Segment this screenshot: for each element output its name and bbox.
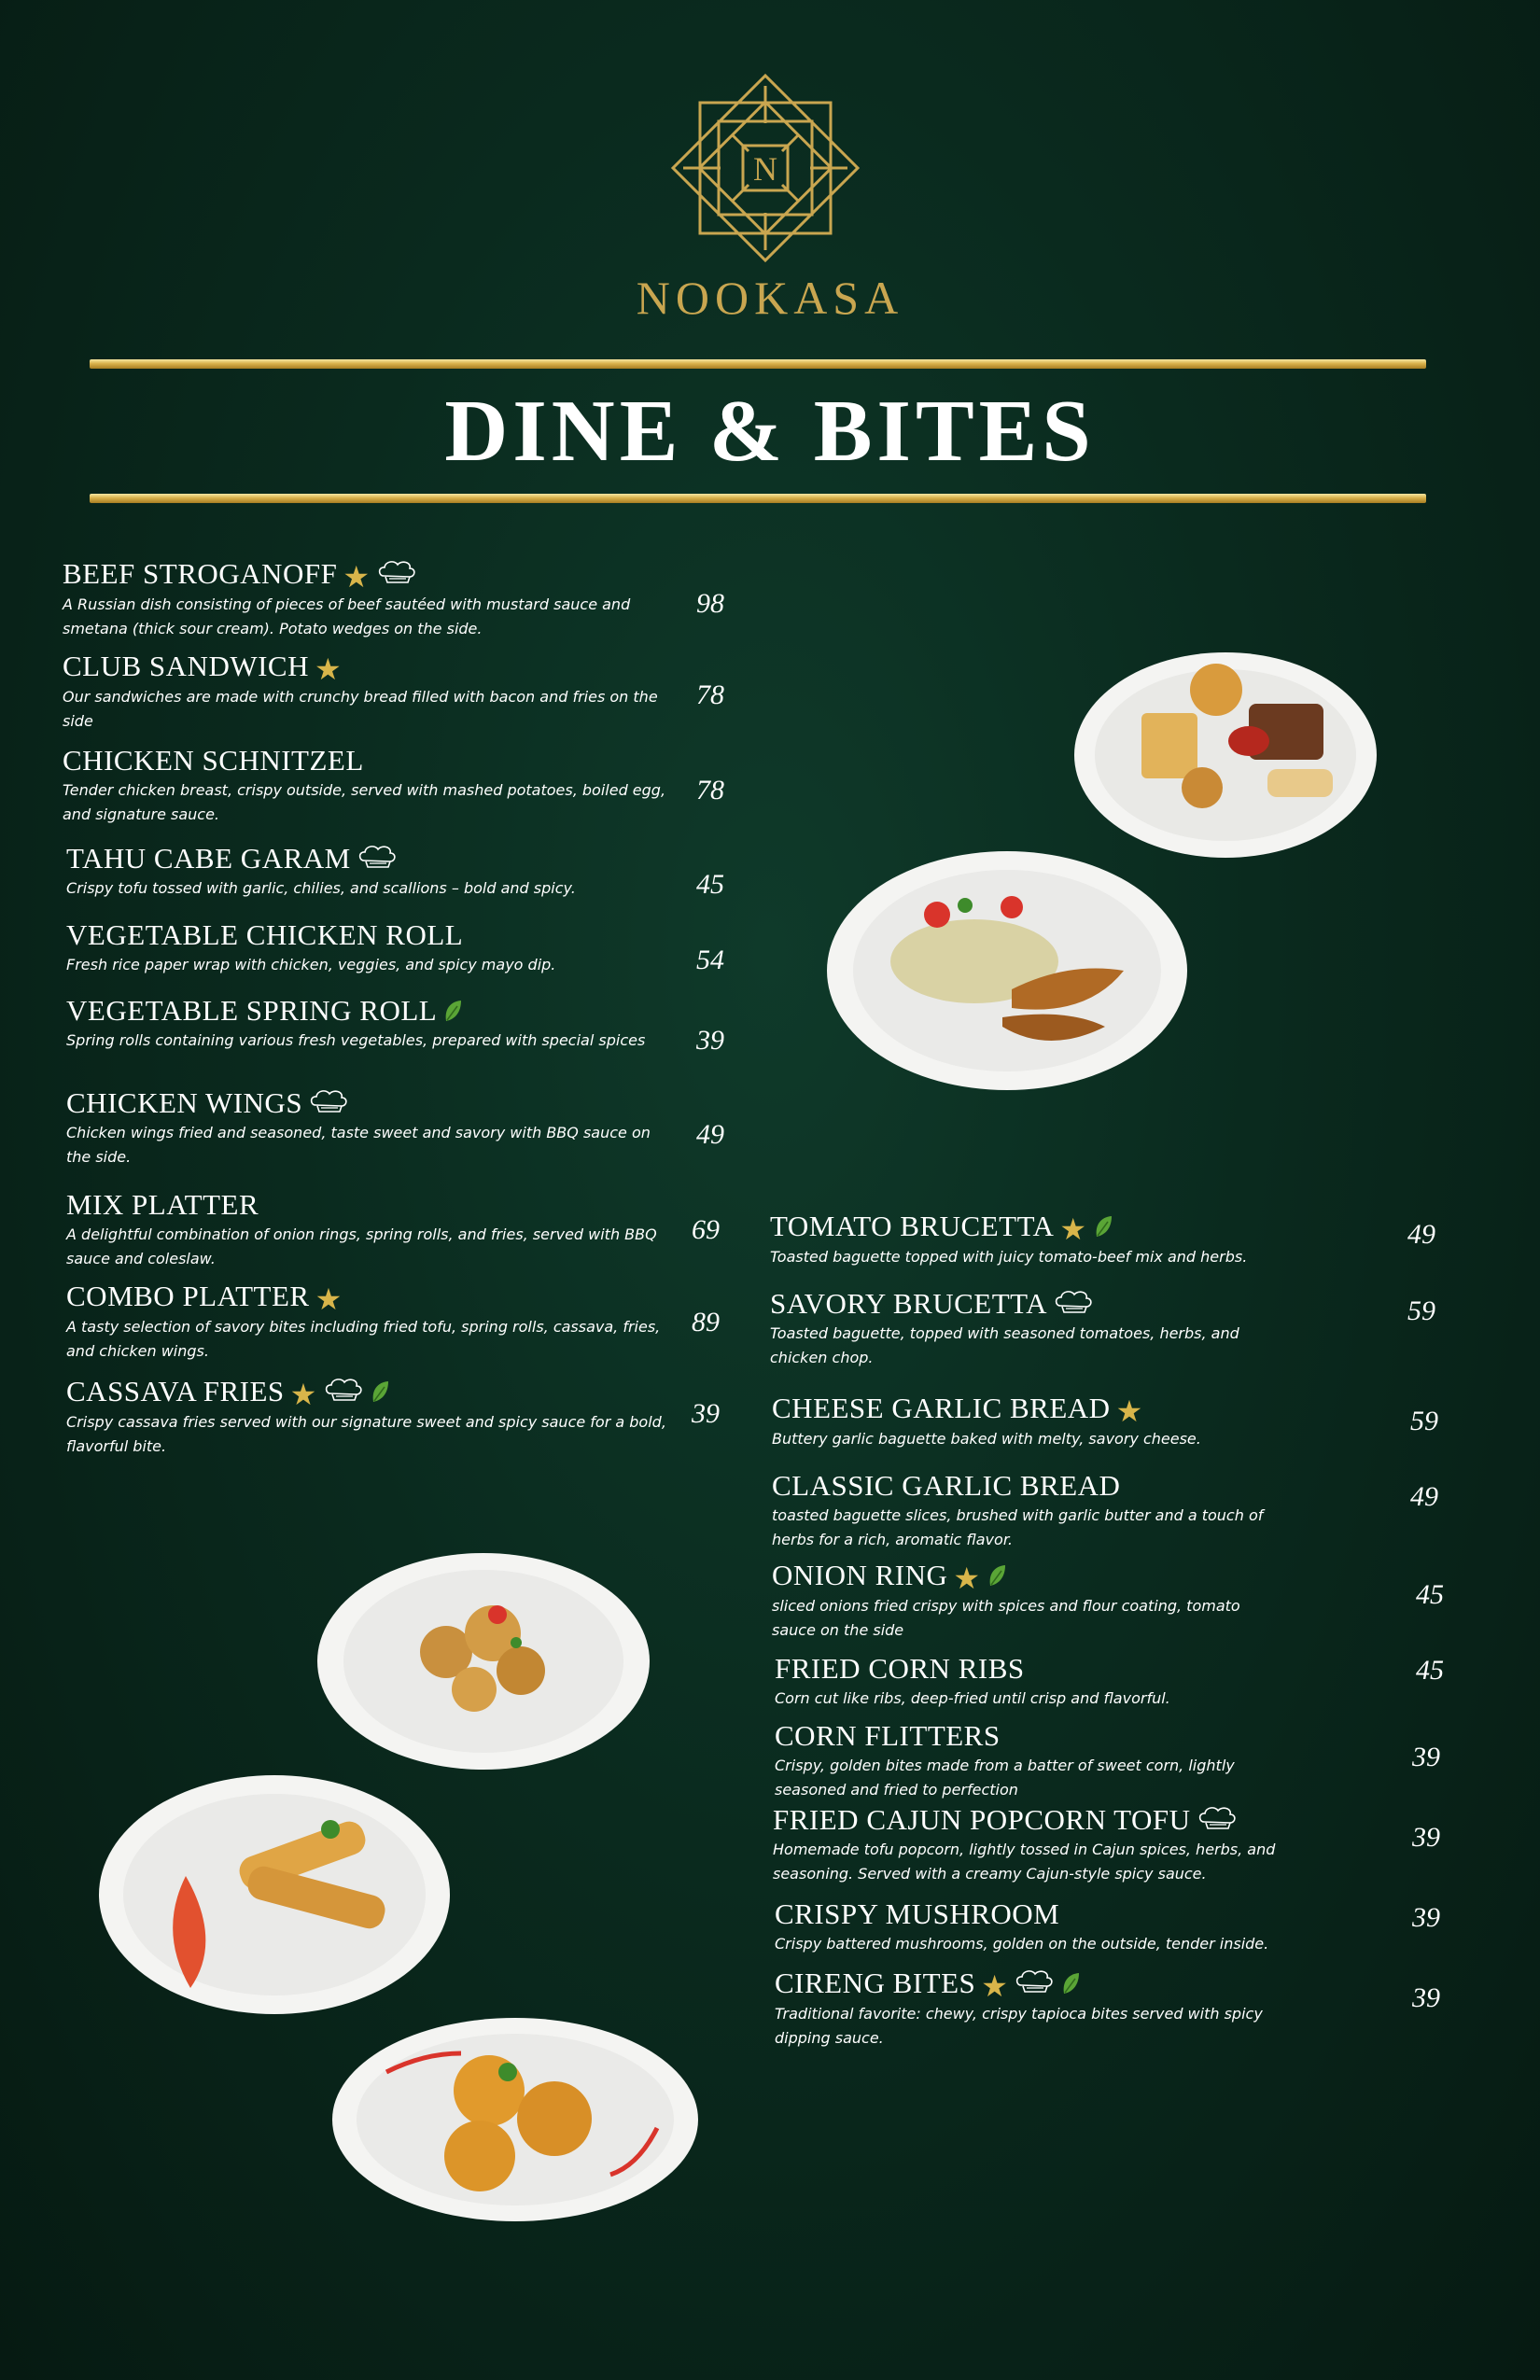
menu-item [775,1720,1288,1802]
menu-item [770,1288,1283,1370]
menu-item-description: Buttery garlic baguette baked with melty, savory cheese. [772,1429,1201,1448]
star-icon: ★ [289,1377,317,1411]
menu-item-name: TOMATO BRUCETTA [770,1210,1055,1242]
menu-item-description: Spring rolls containing various fresh vegetables, prepared with special spices [66,1031,646,1049]
menu-item-price: 39 [1412,1902,1440,1933]
menu-item-price: 39 [692,1398,720,1429]
menu-item-name-row [772,1559,1285,1595]
nookasa-logo [665,67,866,269]
menu-item-name: CHEESE GARLIC BREAD [772,1392,1111,1424]
menu-item-description: Homemade tofu popcorn, lightly tossed in Cajun spices, herbs, and seasoning. Served with a creamy Cajun-style spicy sauce. [773,1841,1276,1883]
menu-item-name-row [770,1210,1283,1246]
menu-item-name: CHICKEN SCHNITZEL [63,744,364,777]
food-photo-schnitzel [825,849,1189,1092]
menu-item-price: 59 [1410,1406,1438,1436]
menu-item-description: A tasty selection of savory bites including fried tofu, spring rolls, cassava, fries, and chicken wings. [66,1317,661,1360]
menu-item-price: 39 [696,1025,724,1056]
menu-item-name-row [775,1653,1288,1685]
leaf-icon [1093,1214,1113,1239]
gold-divider-bottom [90,494,1426,503]
menu-item-description: Our sandwiches are made with crunchy bread filled with bacon and fries on the side [63,687,658,730]
menu-item [772,1470,1285,1552]
menu-item-description: A delightful combination of onion rings, spring rolls, and fries, served with BBQ sauce and coleslaw. [66,1225,657,1267]
leaf-icon [370,1379,390,1404]
menu-item-name-row [66,1375,673,1411]
menu-item-name: CORN FLITTERS [775,1719,1001,1752]
menu-item-name: CIRENG BITES [775,1967,976,1999]
menu-item-description: A Russian dish consisting of pieces of beef sautéed with mustard sauce and smetana (thick sour cream). Potato wedges on the side. [63,595,631,637]
menu-item-name-row [63,745,669,777]
menu-item [66,995,673,1053]
chef-hat-icon [1014,1968,1055,1995]
menu-item [66,1087,673,1169]
menu-item-description: toasted baguette slices, brushed with garlic butter and a touch of herbs for a rich, aromatic flavor. [772,1506,1264,1548]
menu-item-price: 45 [1416,1579,1444,1610]
star-icon: ★ [1059,1211,1087,1246]
menu-item-name-row [66,995,673,1027]
menu-item-name: CLUB SANDWICH [63,650,309,682]
star-icon: ★ [1115,1393,1143,1428]
menu-item-price: 45 [696,869,724,900]
menu-item-description: Corn cut like ribs, deep-fried until crisp and flavorful. [775,1689,1170,1707]
menu-title: DINE & BITES [444,383,1096,480]
svg-text:N: N [753,150,777,188]
menu-item-name-row [63,557,669,594]
menu-item [772,1393,1285,1451]
menu-item-description: Crispy tofu tossed with garlic, chilies, and scallions – bold and spicy. [66,879,576,897]
menu-item-description: sliced onions fried crispy with spices and flour coating, tomato sauce on the side [772,1596,1240,1639]
chef-hat-icon [308,1088,349,1114]
menu-item [66,919,673,977]
menu-item [773,1804,1286,1886]
menu-item-name: FRIED CORN RIBS [775,1652,1025,1685]
menu-item-description: Toasted baguette, topped with seasoned tomatoes, herbs, and chicken chop. [770,1324,1239,1366]
brand-name: NOOKASA [636,272,904,324]
menu-item-name: CLASSIC GARLIC BREAD [772,1469,1121,1502]
menu-item-price: 78 [696,775,724,805]
menu-item-description: Traditional favorite: chewy, crispy tapioca bites served with spicy dipping sauce. [775,2004,1263,2047]
menu-item-name-row [775,1898,1288,1930]
menu-item-name: VEGETABLE CHICKEN ROLL [66,918,464,951]
menu-item-description: Fresh rice paper wrap with chicken, veggies, and spicy mayo dip. [66,956,556,973]
menu-item [770,1211,1283,1269]
menu-item-price: 89 [692,1307,720,1337]
menu-item [63,651,669,734]
star-icon: ★ [315,1281,343,1316]
menu-item-price: 59 [1407,1295,1435,1326]
menu-item-price: 39 [1412,1982,1440,2013]
menu-item-name: CASSAVA FRIES [66,1375,285,1407]
menu-item-name-row [66,1280,673,1316]
menu-item [66,843,673,901]
menu-item [775,1898,1288,1956]
menu-item [66,1376,673,1459]
menu-item-name: CHICKEN WINGS [66,1086,303,1119]
leaf-icon [1060,1971,1081,1995]
menu-item [775,1653,1288,1711]
star-icon: ★ [953,1561,981,1595]
menu-item-price: 78 [696,679,724,710]
menu-item-description: Crispy, golden bites made from a batter of sweet corn, lightly seasoned and fried to perfection [775,1757,1235,1799]
menu-item-name: CRISPY MUSHROOM [775,1897,1060,1930]
chef-hat-icon [376,559,417,585]
menu-item-price: 98 [696,588,724,619]
menu-item-price: 39 [1412,1742,1440,1772]
menu-item-name-row [66,919,673,951]
menu-item [63,745,669,827]
menu-item-name-row [775,1967,1288,2003]
menu-item [775,1967,1288,2051]
chef-hat-icon [357,844,398,870]
chef-hat-icon [1197,1805,1238,1831]
star-icon: ★ [343,559,371,594]
leaf-icon [987,1563,1007,1588]
menu-item-description: Crispy cassava fries served with our signature sweet and spicy sauce for a bold, flavorful bite. [66,1412,666,1455]
menu-item-name-row [775,1720,1288,1752]
food-photo-cireng-bites [330,2016,700,2223]
menu-item-description: Chicken wings fried and seasoned, taste sweet and savory with BBQ sauce on the side. [66,1124,651,1166]
menu-item-name: TAHU CABE GARAM [66,842,351,875]
menu-item-description: Crispy battered mushrooms, golden on the outside, tender inside. [775,1935,1269,1953]
menu-item-price: 54 [696,945,724,975]
menu-item-name-row [772,1392,1285,1428]
menu-item [66,1189,673,1271]
menu-item-name: VEGETABLE SPRING ROLL [66,994,438,1027]
menu-item-name: MIX PLATTER [66,1188,259,1221]
menu-item-price: 39 [1412,1822,1440,1853]
menu-item [772,1560,1285,1643]
menu-item-name: COMBO PLATTER [66,1280,310,1312]
food-photo-spring-rolls [97,1773,452,2016]
menu-item [66,1281,673,1364]
star-icon: ★ [314,651,343,686]
leaf-icon [442,999,463,1023]
menu-item-name: ONION RING [772,1559,948,1591]
menu-item-description: Tender chicken breast, crispy outside, served with mashed potatoes, boiled egg, and signature sauce. [63,781,666,823]
menu-item-name-row [63,650,669,686]
menu-item [63,558,669,641]
menu-item-name-row [772,1470,1285,1502]
menu-item-name: FRIED CAJUN POPCORN TOFU [773,1803,1191,1836]
food-photo-fried-tofu [315,1549,651,1773]
menu-item-price: 49 [696,1119,724,1150]
menu-item-name-row [773,1804,1286,1836]
menu-item-name-row [66,1087,673,1119]
chef-hat-icon [323,1377,364,1403]
star-icon: ★ [981,1968,1009,2003]
menu-item-name: SAVORY BRUCETTA [770,1287,1047,1320]
food-photo-platter [1071,629,1379,872]
menu-item-name-row [66,843,673,875]
menu-item-price: 69 [692,1214,720,1245]
chef-hat-icon [1053,1289,1094,1315]
menu-item-name-row [66,1189,673,1221]
menu-item-name-row [770,1288,1283,1320]
menu-item-price: 49 [1407,1219,1435,1250]
gold-divider-top [90,359,1426,369]
menu-item-price: 45 [1416,1655,1444,1686]
menu-item-price: 49 [1410,1481,1438,1512]
menu-item-description: Toasted baguette topped with juicy tomato-beef mix and herbs. [770,1247,1248,1266]
menu-item-name: BEEF STROGANOFF [63,557,338,590]
